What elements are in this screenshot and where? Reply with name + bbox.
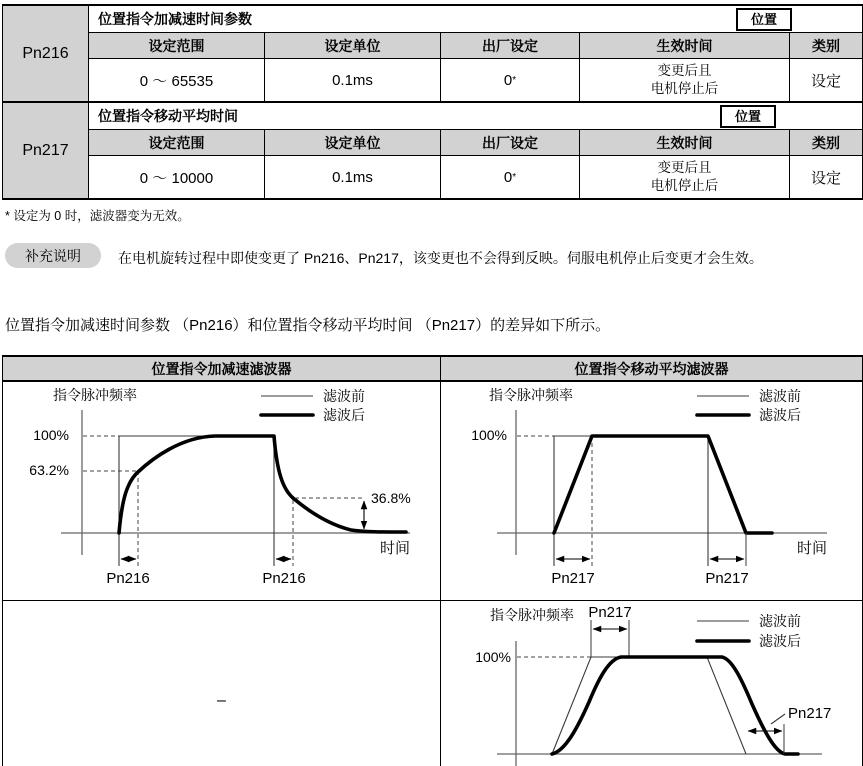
pn217-fall-label: Pn217: [705, 570, 749, 587]
position-mode-badge: 位置: [720, 105, 776, 128]
legend-before-label: 滤波前: [323, 388, 365, 404]
comparison-table: [2, 355, 863, 766]
effective-line1: 变更后且: [657, 160, 712, 176]
x-axis-label: 时间: [796, 540, 827, 557]
param-data-row: [89, 156, 862, 198]
intro-paragraph: 位置指令加减速时间参数 （Pn216）和位置指令移动平均时间 （Pn217）的差异如下所示。: [5, 317, 611, 334]
legend-before-label: 滤波前: [759, 388, 801, 404]
footnote: * 设定为 0 时，滤波器变为无效。: [5, 209, 190, 223]
param-title: 位置指令移动平均时间: [98, 108, 238, 124]
col-header-factory-default: 出厂设定: [441, 33, 580, 58]
param-block-pn216: [3, 6, 862, 101]
factory-default-value: [441, 156, 580, 198]
x-axis-label: 时间: [379, 540, 410, 557]
default-number: 0: [503, 71, 513, 89]
comparison-header-row: [3, 357, 862, 382]
after-filter-curve: [554, 436, 772, 533]
default-asterisk: *: [512, 171, 517, 183]
y-axis-label: 指令脉冲频率: [53, 387, 137, 403]
param-title: 位置指令加减速时间参数: [98, 11, 252, 27]
col-header-setting-unit: 设定单位: [265, 130, 441, 155]
param-id-cell: Pn217: [3, 103, 89, 198]
supplement-text: 在电机旋转过程中即使变更了 Pn216、Pn217，该变更也不会得到反映。伺服电机停止后变更才会生效。: [118, 250, 763, 266]
y-axis-label: 指令脉冲频率: [490, 607, 574, 623]
param-header-row: [89, 33, 862, 59]
label-63pct: 63.2%: [29, 462, 69, 478]
setting-unit-value: 0.1ms: [265, 59, 441, 101]
pn217-top-label: Pn217: [588, 604, 632, 621]
pn217-bottom-label: Pn217: [788, 705, 832, 722]
pn217-rise-label: Pn217: [551, 570, 595, 587]
position-mode-badge: 位置: [736, 8, 792, 31]
after-filter-curve: [552, 657, 798, 754]
col-header-setting-range: 设定范围: [89, 33, 265, 58]
label-37pct: 36.8%: [371, 490, 411, 506]
before-filter-curve: [119, 436, 274, 566]
pn216-rise-label: Pn216: [106, 570, 150, 587]
comparison-header-right: 位置指令移动平均滤波器: [574, 360, 729, 377]
param-main-pn216: [89, 6, 862, 101]
label-100pct: 100%: [33, 427, 69, 443]
col-header-effective-time: 生效时间: [580, 33, 790, 58]
accel-filter-chart-cell: [3, 382, 441, 600]
default-number: 0: [503, 168, 513, 186]
average-filter-chart-cell: [441, 382, 862, 600]
param-main-pn217: [89, 103, 862, 198]
param-data-row: [89, 59, 862, 101]
col-header-setting-range: 设定范围: [89, 130, 265, 155]
pn217-leader-line: [771, 714, 785, 724]
factory-default-value: [441, 59, 580, 101]
comparison-row-1: [3, 382, 862, 601]
before-filter-curve: [554, 436, 708, 566]
effective-time-value: [580, 156, 790, 198]
average-filter-trapezoid-chart-cell: [441, 601, 862, 766]
setting-range-value: 0 ～ 65535: [89, 59, 265, 101]
supplement-pill: 补充说明: [5, 243, 101, 268]
effective-time-lines: [651, 62, 719, 97]
comparison-header-left: 位置指令加减速滤波器: [3, 357, 441, 380]
col-header-setting-unit: 设定单位: [265, 33, 441, 58]
comparison-row-2: [3, 601, 862, 766]
category-value: 设定: [810, 72, 841, 90]
effective-time-value: [580, 59, 790, 101]
col-header-category: 类别: [812, 134, 840, 151]
param-id-cell: Pn216: [3, 6, 89, 101]
param-title-row: [89, 103, 862, 130]
pn216-fall-label: Pn216: [262, 570, 306, 587]
param-title-row: [89, 6, 862, 33]
legend-after-label: 滤波后: [759, 633, 801, 649]
parameter-table: [2, 4, 863, 200]
legend-after-label: 滤波后: [759, 407, 801, 423]
effective-line2: 电机停止后: [650, 81, 719, 96]
category-value: 设定: [810, 169, 841, 187]
label-100pct: 100%: [475, 649, 511, 665]
effective-line2: 电机停止后: [650, 178, 719, 193]
accel-filter-chart: [3, 382, 440, 600]
label-100pct: 100%: [471, 427, 507, 443]
y-axis-label: 指令脉冲频率: [489, 387, 573, 403]
col-header-factory-default: 出厂设定: [441, 130, 580, 155]
param-header-row: [89, 130, 862, 156]
setting-range-value: 0 ～ 10000: [89, 156, 265, 198]
param-block-pn217: [3, 101, 862, 198]
default-asterisk: *: [512, 74, 517, 86]
after-filter-curve: [119, 436, 406, 533]
setting-unit-value: 0.1ms: [265, 156, 441, 198]
legend-before-label: 滤波前: [759, 613, 801, 629]
col-header-effective-time: 生效时间: [580, 130, 790, 155]
average-filter-trapezoid-chart: [441, 601, 860, 766]
average-filter-chart: [441, 382, 860, 600]
legend-after-label: 滤波后: [323, 407, 365, 423]
before-filter-curve: [552, 657, 746, 754]
effective-line1: 变更后且: [657, 63, 712, 79]
effective-time-lines: [651, 159, 719, 194]
col-header-category: 类别: [812, 37, 840, 54]
empty-cell: –: [3, 601, 441, 766]
